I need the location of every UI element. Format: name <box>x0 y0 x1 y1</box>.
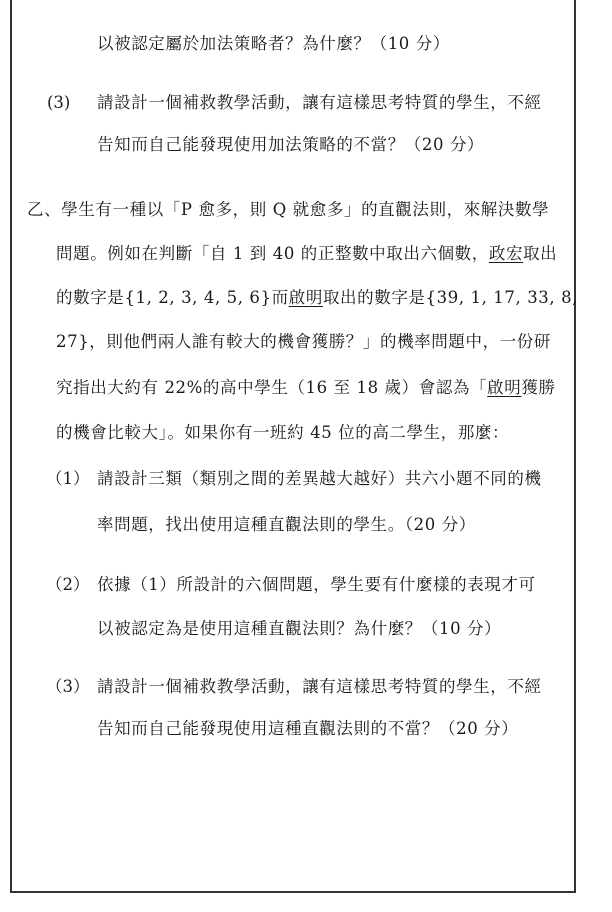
question-1-line-2: 率問題，找出使用這種直觀法則的學生。（20 分） <box>97 515 476 534</box>
page-border <box>10 0 579 893</box>
question-2-line-2: 以被認定為是使用這種直觀法則？為什麼？（10 分） <box>97 619 502 638</box>
part-b-intro-line-1: 乙、學生有一種以「P 愈多，則 Q 就愈多」的直觀法則，來解決數學 <box>27 200 550 219</box>
part-a-continuation-line: 以被認定屬於加法策略者？為什麼？（10 分） <box>97 34 450 53</box>
question-3-line-1: 請設計一個補救教學活動，讓有這樣思考特質的學生，不經 <box>97 677 542 696</box>
question-1-line-1: 請設計三類（類別之間的差異越大越好）共六小題不同的機 <box>97 469 542 488</box>
student-name-zhenghong: 政宏 <box>488 244 524 263</box>
part-b-intro-line-3: 的數字是{1, 2, 3, 4, 5, 6}而啟明取出的數字是{39, 1, 17, 33, 8, <box>56 288 579 307</box>
question-3-line-2: 告知而自己能發現使用這種直觀法則的不當？（20 分） <box>97 719 519 738</box>
question-3-number: （3） <box>46 677 90 696</box>
student-name-qiming-2: 啟明 <box>487 378 522 397</box>
part-b-intro-line-5: 究指出大約有 22%的高中學生（16 至 18 歲）會認為「啟明獲勝 <box>56 378 556 397</box>
part-a-item-3-number: (3) <box>47 93 71 112</box>
part-a-item-3-line-1: 請設計一個補救教學活動，讓有這樣思考特質的學生，不經 <box>97 93 542 112</box>
part-a-item-3-line-2: 告知而自己能發現使用加法策略的不當？（20 分） <box>97 135 485 154</box>
part-b-intro-line-2: 問題。例如在判斷「自 1 到 40 的正整數中取出六個數，政宏取出 <box>56 244 558 263</box>
part-b-intro-line-4: 27}，則他們兩人誰有較大的機會獲勝？」的機率問題中，一份研 <box>56 332 551 351</box>
question-2-number: （2） <box>46 575 90 594</box>
part-b-intro-line-6: 的機會比較大」。如果你有一班約 45 位的高二學生，那麼： <box>56 423 510 442</box>
student-name-qiming: 啟明 <box>288 288 323 307</box>
question-2-line-1: 依據（1）所設計的六個問題，學生要有什麼樣的表現才可 <box>97 575 536 594</box>
question-1-number: （1） <box>46 469 90 488</box>
